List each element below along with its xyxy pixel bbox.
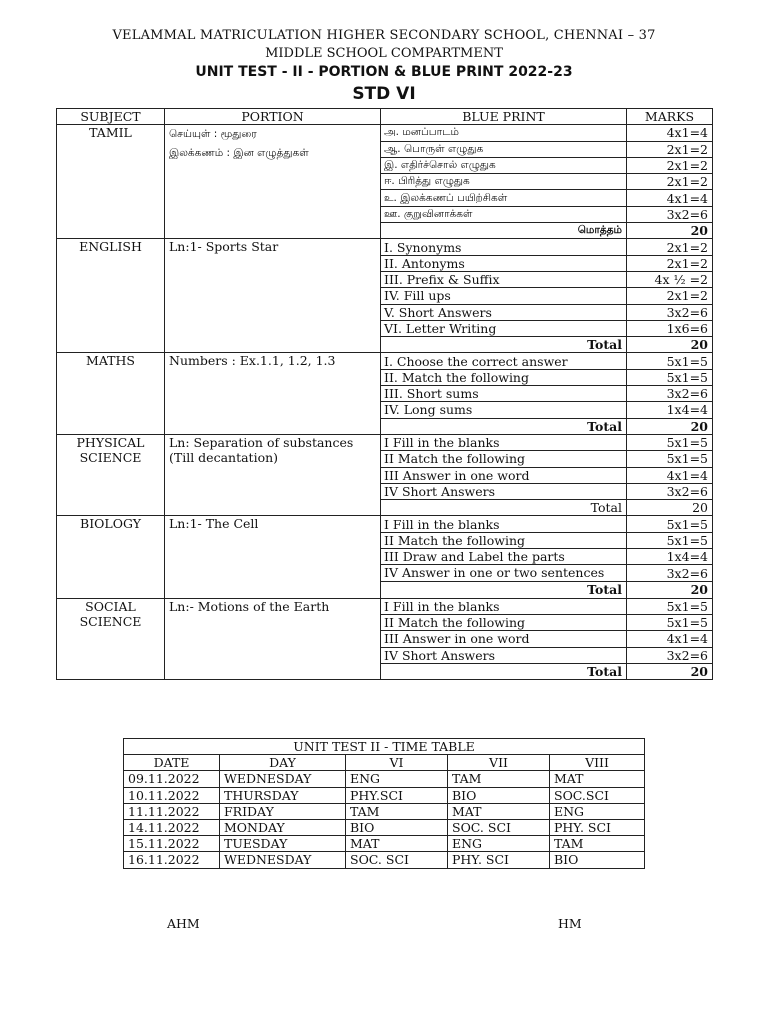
compartment-name: MIDDLE SCHOOL COMPARTMENT <box>265 46 503 61</box>
total-label: Total <box>381 500 627 516</box>
timetable-header-row <box>124 755 645 771</box>
blueprint-item: III Answer in one word <box>381 467 627 483</box>
timetable-title: UNIT TEST II - TIME TABLE <box>124 739 645 755</box>
header-subject: SUBJECT <box>57 109 165 125</box>
blueprint-item: II Match the following <box>381 614 627 630</box>
blueprint-item: II. Match the following <box>381 369 627 385</box>
total-label: Total <box>381 418 627 434</box>
marks-cell: 5x1=5 <box>627 614 713 630</box>
portion-cell: Ln:1- The Cell <box>165 516 381 598</box>
blueprint-item: IV. Fill ups <box>381 288 627 304</box>
timetable-cell: MAT <box>550 771 645 787</box>
subject-cell: SOCIAL SCIENCE <box>57 598 165 679</box>
total-label: Total <box>381 337 627 353</box>
timetable-cell: PHY.SCI <box>346 787 448 803</box>
timetable-cell: ENG <box>550 803 645 819</box>
marks-cell: 1x4=4 <box>627 402 713 418</box>
timetable-cell: MAT <box>448 803 550 819</box>
header-marks: MARKS <box>627 109 713 125</box>
total-label: Total <box>381 582 627 598</box>
timetable-cell: WEDNESDAY <box>220 852 346 868</box>
timetable-cell: PHY. SCI <box>550 819 645 835</box>
timetable-cell: 14.11.2022 <box>124 819 220 835</box>
marks-cell: 3x2=6 <box>627 304 713 320</box>
portion-cell: Ln:1- Sports Star <box>165 239 381 353</box>
blueprint-item: III. Short sums <box>381 386 627 402</box>
marks-cell: 5x1=5 <box>627 369 713 385</box>
marks-cell: 3x2=6 <box>627 483 713 499</box>
tt-header-viii: VIII <box>550 755 645 771</box>
marks-cell: 3x2=6 <box>627 386 713 402</box>
timetable-row <box>124 852 645 868</box>
blueprint-item: உ. இலக்கணப் பயிற்சிகள் <box>381 190 627 206</box>
portion-line: இலக்கணம் : இன எழுத்துகள் <box>169 147 309 160</box>
timetable-cell: SOC.SCI <box>550 787 645 803</box>
marks-cell: 4x1=4 <box>627 467 713 483</box>
total-value: 20 <box>627 418 713 434</box>
marks-cell: 4x1=4 <box>627 125 713 141</box>
blueprint-item: I. Synonyms <box>381 239 627 255</box>
timetable-cell: 11.11.2022 <box>124 803 220 819</box>
subject-cell: BIOLOGY <box>57 516 165 598</box>
blueprint-item: II Match the following <box>381 532 627 548</box>
total-value: 20 <box>627 582 713 598</box>
marks-cell: 5x1=5 <box>627 451 713 467</box>
subject-cell: PHYSICAL SCIENCE <box>57 434 165 515</box>
blueprint-row <box>57 353 713 369</box>
blueprint-item: III Answer in one word <box>381 631 627 647</box>
timetable-cell: ENG <box>346 771 448 787</box>
blueprint-row <box>57 516 713 532</box>
blueprint-item: ஊ. குறுவினாக்கள் <box>381 206 627 222</box>
timetable-row <box>124 803 645 819</box>
timetable-cell: TUESDAY <box>220 836 346 852</box>
marks-cell: 5x1=5 <box>627 434 713 450</box>
blueprint-item: IV Short Answers <box>381 647 627 663</box>
blueprint-item: VI. Letter Writing <box>381 320 627 336</box>
blueprint-item: IV Answer in one or two sentences <box>381 565 627 582</box>
timetable-cell: BIO <box>550 852 645 868</box>
blueprint-header-row <box>57 109 713 125</box>
total-value: 20 <box>627 663 713 679</box>
blueprint-item: III Draw and Label the parts <box>381 549 627 565</box>
tt-header-vii: VII <box>448 755 550 771</box>
marks-cell: 2x1=2 <box>627 157 713 173</box>
subject-cell: TAMIL <box>57 125 165 239</box>
tt-header-day: DAY <box>220 755 346 771</box>
subject-cell: ENGLISH <box>57 239 165 353</box>
marks-cell: 3x2=6 <box>627 647 713 663</box>
total-value: 20 <box>627 500 713 516</box>
portion-cell: Ln:- Motions of the Earth <box>165 598 381 679</box>
timetable-row <box>124 771 645 787</box>
timetable-cell: BIO <box>346 819 448 835</box>
timetable-cell: SOC. SCI <box>346 852 448 868</box>
header-portion: PORTION <box>165 109 381 125</box>
timetable-cell: MAT <box>346 836 448 852</box>
timetable-cell: BIO <box>448 787 550 803</box>
timetable-cell: FRIDAY <box>220 803 346 819</box>
blueprint-row <box>57 239 713 255</box>
timetable-cell: ENG <box>448 836 550 852</box>
blueprint-item: I Fill in the blanks <box>381 516 627 532</box>
marks-cell: 2x1=2 <box>627 174 713 190</box>
timetable-cell: MONDAY <box>220 819 346 835</box>
marks-cell: 1x4=4 <box>627 549 713 565</box>
tt-header-vi: VI <box>346 755 448 771</box>
blueprint-row <box>57 598 713 614</box>
timetable-cell: SOC. SCI <box>448 819 550 835</box>
school-name: VELAMMAL MATRICULATION HIGHER SECONDARY SCHOOL, CHENNAI – 37 <box>112 28 656 43</box>
timetable-cell: 10.11.2022 <box>124 787 220 803</box>
header-blueprint: BLUE PRINT <box>381 109 627 125</box>
marks-cell: 4x ½ =2 <box>627 271 713 287</box>
document-title: UNIT TEST - II - PORTION & BLUE PRINT 2022-23 <box>195 64 573 80</box>
blueprint-item: III. Prefix & Suffix <box>381 271 627 287</box>
marks-cell: 5x1=5 <box>627 353 713 369</box>
timetable-cell: THURSDAY <box>220 787 346 803</box>
marks-cell: 2x1=2 <box>627 255 713 271</box>
blueprint-item: ஈ. பிரித்து எழுதுக <box>381 174 627 190</box>
total-value: 20 <box>627 223 713 239</box>
marks-cell: 2x1=2 <box>627 288 713 304</box>
blueprint-item: I Fill in the blanks <box>381 434 627 450</box>
blueprint-item: V. Short Answers <box>381 304 627 320</box>
marks-cell: 2x1=2 <box>627 141 713 157</box>
blueprint-item: I Fill in the blanks <box>381 598 627 614</box>
marks-cell: 3x2=6 <box>627 206 713 222</box>
signature-ahm: AHM <box>167 916 200 931</box>
subject-cell: MATHS <box>57 353 165 434</box>
standard-label: STD VI <box>352 84 416 104</box>
blueprint-item: IV Short Answers <box>381 483 627 499</box>
blueprint-table <box>56 108 713 680</box>
blueprint-item: ஆ. பொருள் எழுதுக <box>381 141 627 157</box>
marks-cell: 5x1=5 <box>627 516 713 532</box>
timetable-row <box>124 836 645 852</box>
blueprint-item: II Match the following <box>381 451 627 467</box>
timetable-cell: TAM <box>346 803 448 819</box>
portion-cell: Ln: Separation of substances (Till decantation) <box>165 434 381 515</box>
marks-cell: 5x1=5 <box>627 532 713 548</box>
blueprint-item: IV. Long sums <box>381 402 627 418</box>
marks-cell: 1x6=6 <box>627 320 713 336</box>
timetable-cell: WEDNESDAY <box>220 771 346 787</box>
blueprint-item: II. Antonyms <box>381 255 627 271</box>
timetable-cell: 15.11.2022 <box>124 836 220 852</box>
timetable-cell: TAM <box>550 836 645 852</box>
marks-cell: 4x1=4 <box>627 631 713 647</box>
timetable <box>123 738 645 869</box>
portion-line: செய்யுள் : மூதுரை <box>169 128 257 141</box>
signature-hm: HM <box>558 916 582 931</box>
portion-cell <box>165 125 381 239</box>
total-label: Total <box>381 663 627 679</box>
blueprint-item: இ. எதிர்ச்சொல் எழுதுக <box>381 157 627 173</box>
timetable-row <box>124 819 645 835</box>
timetable-cell: PHY. SCI <box>448 852 550 868</box>
marks-cell: 5x1=5 <box>627 598 713 614</box>
marks-cell: 3x2=6 <box>627 565 713 582</box>
timetable-cell: TAM <box>448 771 550 787</box>
total-label: மொத்தம் <box>381 223 627 239</box>
total-value: 20 <box>627 337 713 353</box>
tt-header-date: DATE <box>124 755 220 771</box>
blueprint-item: I. Choose the correct answer <box>381 353 627 369</box>
portion-cell: Numbers : Ex.1.1, 1.2, 1.3 <box>165 353 381 434</box>
blueprint-row <box>57 125 713 141</box>
timetable-row <box>124 787 645 803</box>
marks-cell: 4x1=4 <box>627 190 713 206</box>
blueprint-row <box>57 434 713 450</box>
timetable-cell: 16.11.2022 <box>124 852 220 868</box>
timetable-title-row <box>124 739 645 755</box>
blueprint-item: அ. மனப்பாடம் <box>381 125 627 141</box>
timetable-cell: 09.11.2022 <box>124 771 220 787</box>
marks-cell: 2x1=2 <box>627 239 713 255</box>
